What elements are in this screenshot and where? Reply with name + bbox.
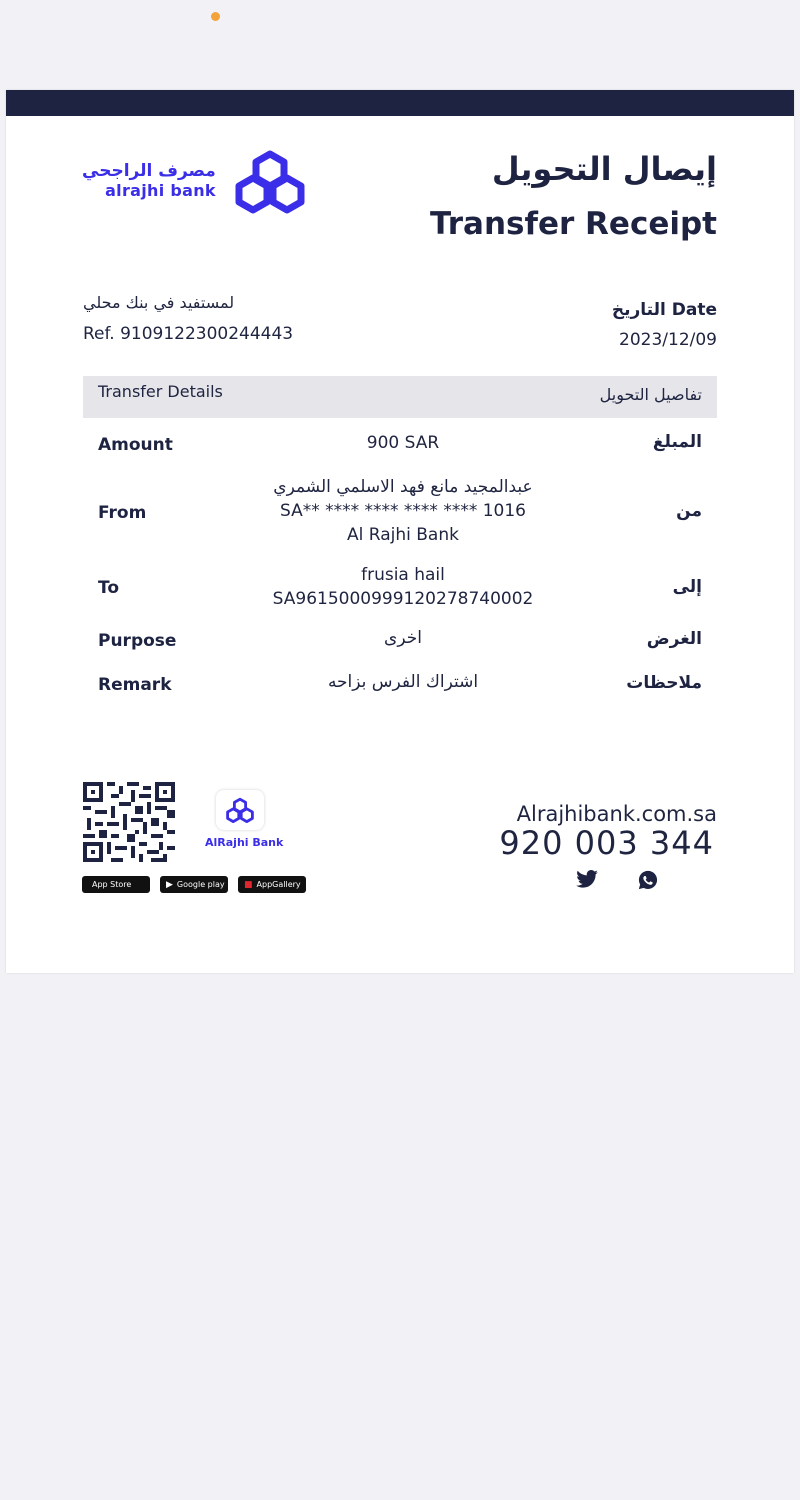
to-value: [243, 563, 563, 611]
twitter-icon[interactable]: [576, 870, 598, 888]
remark-label-en: Remark: [98, 675, 172, 695]
purpose-label-en: Purpose: [98, 631, 177, 651]
purpose-label-ar: الغرض: [646, 629, 702, 649]
reference-number: Ref. 9109122300244443: [83, 324, 294, 344]
website-link[interactable]: Alrajhibank.com.sa: [516, 802, 717, 826]
brand-name-ar: مصرف الراجحي: [82, 161, 216, 181]
app-store-label: App Store: [92, 880, 132, 889]
sender-account: SA** **** **** **** **** 1016: [279, 501, 527, 521]
beneficiary-type: لمستفيد في بنك محلي: [83, 293, 235, 312]
alrajhi-app-logo-icon: [224, 796, 256, 824]
details-header: [83, 376, 717, 418]
app-icon: [216, 790, 264, 830]
sender-name: عبدالمجيد مانع فهد الاسلمي الشمري: [273, 477, 533, 497]
transfer-receipt: [6, 90, 794, 973]
purpose-row: [83, 625, 717, 659]
details-header-ar: تفاصيل التحويل: [599, 385, 702, 404]
header-bar: [6, 90, 794, 116]
from-row: [83, 475, 717, 555]
from-label-en: From: [98, 503, 147, 523]
brand-name-en: alrajhi bank: [105, 181, 216, 200]
google-play-badge[interactable]: [160, 876, 228, 893]
to-label-en: To: [98, 578, 120, 598]
date-block: [612, 300, 717, 350]
play-icon: ▶: [166, 879, 173, 890]
alrajhi-logo-icon: [230, 148, 310, 214]
sender-bank: Al Rajhi Bank: [347, 525, 459, 545]
whatsapp-icon[interactable]: [638, 870, 658, 890]
details-header-en: Transfer Details: [98, 382, 223, 401]
date-label: التاريخ Date: [611, 300, 717, 320]
date-value: 2023/12/09: [619, 330, 717, 350]
recipient-iban: SA9615000999120278740002: [272, 589, 534, 609]
to-label-ar: إلى: [672, 577, 702, 597]
phone-number[interactable]: 920 003 344: [499, 824, 714, 862]
remark-label-ar: ملاحظات: [626, 673, 702, 693]
from-label-ar: من: [676, 501, 702, 521]
remark-row: [83, 670, 717, 704]
app-store-badge[interactable]: [82, 876, 150, 893]
amount-label-ar: المبلغ: [652, 432, 702, 452]
status-indicator-dot: [211, 12, 220, 21]
recipient-name: frusia hail: [361, 565, 445, 585]
purpose-value: اخرى: [384, 628, 422, 648]
title-arabic: إيصال التحويل: [491, 150, 717, 188]
social-links: [576, 870, 658, 890]
google-play-label: Google play: [176, 880, 225, 889]
remark-value: اشتراك الفرس بزاحه: [327, 672, 479, 692]
amount-value: 900 SAR: [366, 433, 440, 453]
transfer-meta: [83, 293, 293, 344]
from-value: [243, 475, 563, 547]
title-english: Transfer Receipt: [430, 206, 717, 242]
app-name: AlRajhi Bank: [205, 836, 284, 849]
to-row: [83, 563, 717, 615]
qr-code: [83, 782, 175, 862]
store-badges: [82, 876, 306, 893]
huawei-icon: ■: [244, 879, 253, 890]
appgallery-label: AppGallery: [256, 880, 301, 889]
appgallery-badge[interactable]: [238, 876, 306, 893]
brand-logo: [82, 148, 310, 214]
amount-row: [83, 428, 717, 462]
amount-label-en: Amount: [98, 435, 173, 455]
